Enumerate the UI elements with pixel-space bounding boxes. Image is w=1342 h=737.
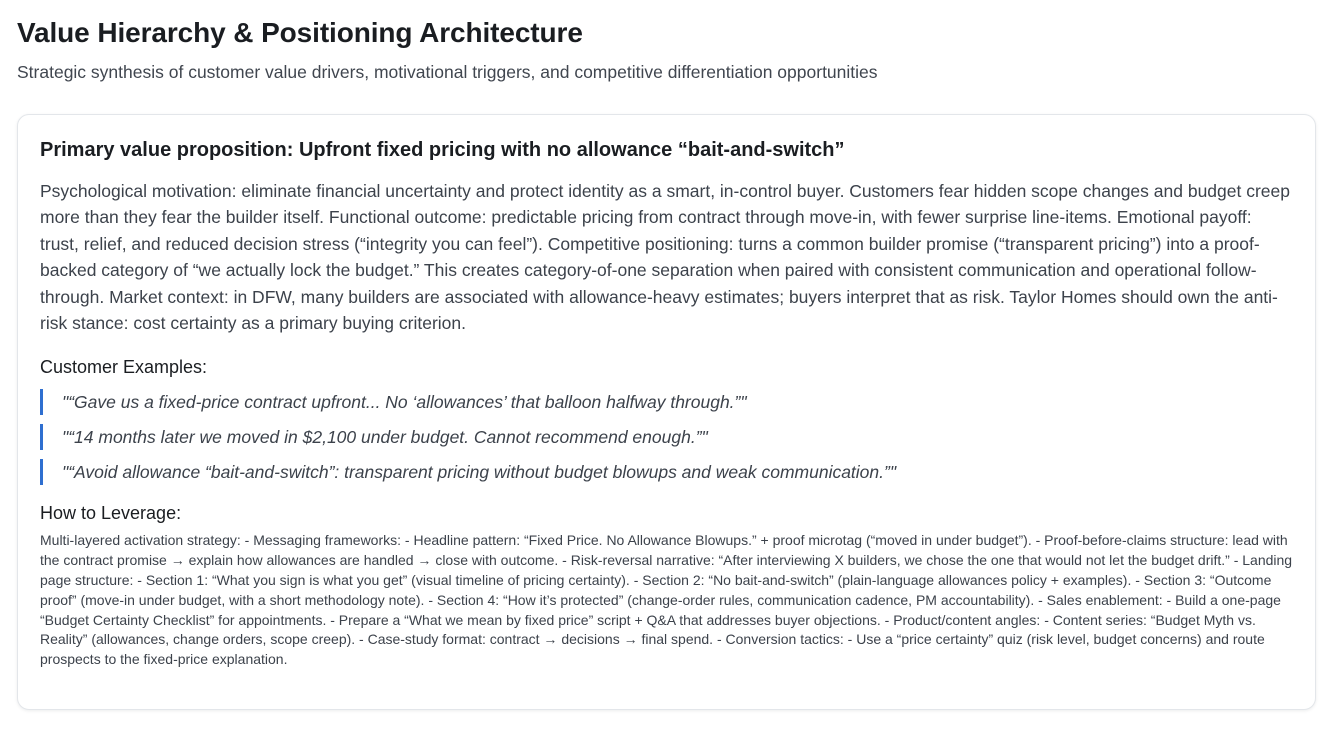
- value-proposition-description: Psychological motivation: eliminate financial uncertainty and protect identity as a smart, in-control buyer. Customers fear hidden scope changes and budget creep more than they fear the builder itself. Functional outcome: predictable pricing from contract through move-in, with fewer surprise line-items. Emotional payoff: trust, relief, and reduced decision stress (“integrity you can feel”). Competitive positioning: turns a common builder promise (“transparent pricing”) into a proof-backed category of “we actually lock the budget.” This creates category-of-one separation when paired with consistent communication and operational follow-through. Market context: in DFW, many builders are associated with allowance-heavy estimates; buyers interpret that as risk. Taylor Homes should own the anti-risk stance: cost certainty as a primary buying criterion.: [40, 181, 1290, 334]
- customer-quote: "“Gave us a fixed-price contract upfront... No ‘allowances’ that balloon halfway through.”": [40, 389, 1293, 415]
- value-proposition-card: [17, 114, 1316, 710]
- how-to-leverage-label: How to Leverage:: [40, 503, 182, 524]
- customer-quote: "“Avoid allowance “bait-and-switch”: transparent pricing without budget blowups and weak communication.”": [40, 459, 1293, 485]
- customer-examples-list: [40, 389, 1293, 485]
- value-proposition-heading: Primary value proposition: Upfront fixed pricing with no allowance “bait-and-switch”: [40, 139, 845, 161]
- customer-quote: "“14 months later we moved in $2,100 under budget. Cannot recommend enough.”": [40, 424, 1293, 450]
- customer-examples-label: Customer Examples:: [40, 357, 208, 378]
- how-to-leverage-text: Multi-layered activation strategy: - Messaging frameworks: - Headline pattern: “Fixed Price. No Allowance Blowups.” + proof microtag (“moved in under budget”). - Proof-before-claims structure: lead with the contract promise → explain how allowances are handled → close with outcome. - Risk-reversal narrative: “After interviewing X builders, we chose the one that would not let the budget drift.” - Landing page structure: - Section 1: “What you sign is what you get” (visual timeline of pricing certainty). - Section 2: “No bait-and-switch” (plain-language allowances policy + examples). - Section 3: “Outcome proof” (move-in under budget, with a short methodology note). - Section 4: “How it’s protected” (change-order rules, communication cadence, PM accountability). - Sales enablement: - Build a one-page “Budget Certainty Checklist” for appointments. - Prepare a “What we mean by fixed price” script + Q&A that addresses buyer objections. - Product/content angles: - Content series: “Budget Myth vs. Reality” (allowances, change orders, scope creep). - Case-study format: contract → decisions → final spend. - Conversion tactics: - Use a “price certainty” quiz (risk level, budget concerns) and route prospects to the fixed-price explanation.: [40, 532, 1293, 668]
- page-title: Value Hierarchy & Positioning Architecture: [17, 17, 583, 48]
- page-subtitle: Strategic synthesis of customer value drivers, motivational triggers, and competitive differentiation opportunities: [17, 62, 878, 82]
